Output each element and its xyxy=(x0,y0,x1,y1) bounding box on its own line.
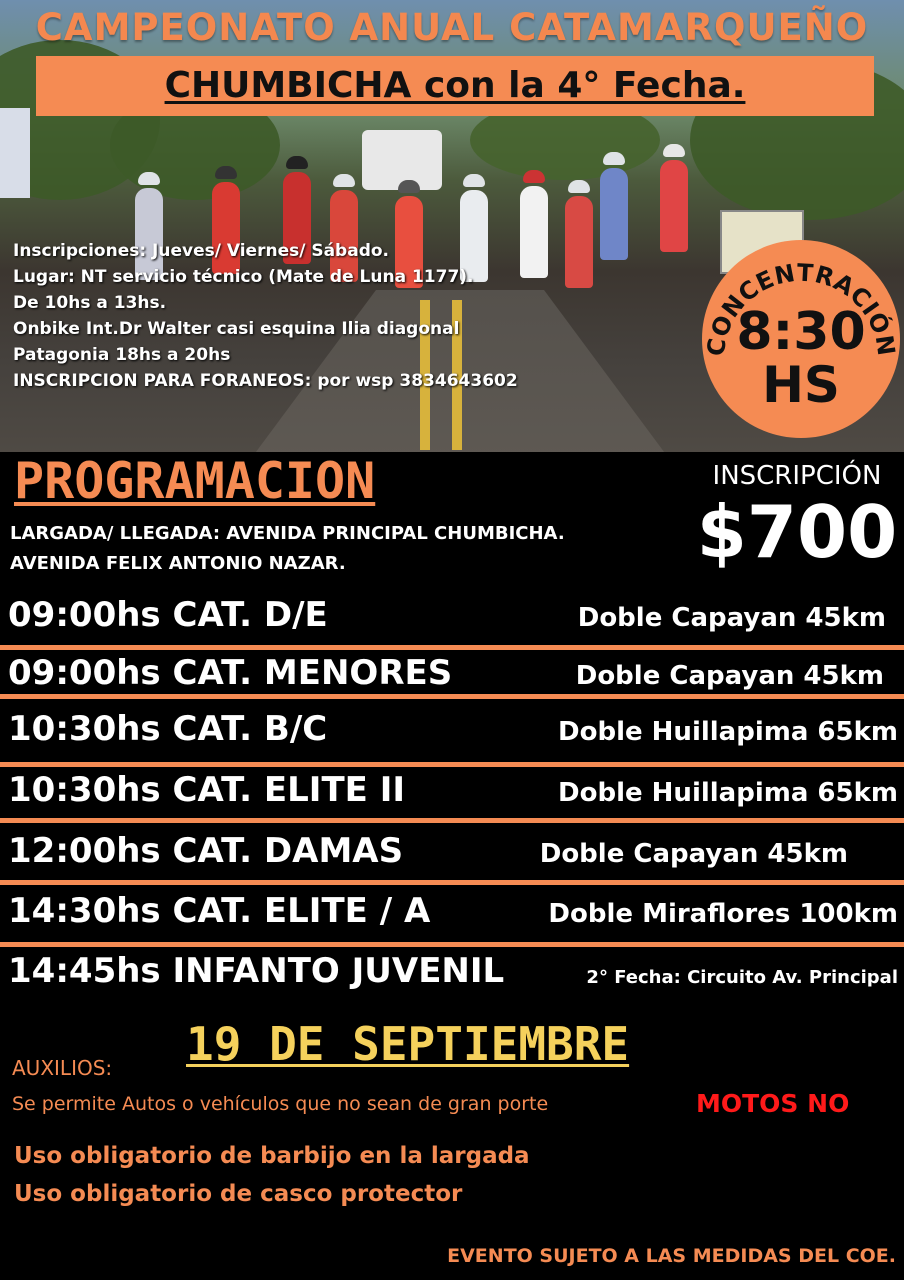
helmet xyxy=(215,166,237,179)
helmet xyxy=(398,180,420,193)
event-subtitle: CHUMBICHA con la 4° Fecha. xyxy=(164,65,746,106)
schedule-category: 09:00hs CAT. MENORES xyxy=(8,653,453,693)
programacion-title: PROGRAMACION xyxy=(14,452,376,510)
schedule-route: Doble Huillapima 65km xyxy=(558,778,898,808)
schedule-category: 14:45hs INFANTO JUVENIL xyxy=(8,951,505,991)
schedule-category: 14:30hs CAT. ELITE / A xyxy=(8,891,431,931)
schedule-row xyxy=(0,590,904,648)
event-title: CAMPEONATO ANUAL CATAMARQUEÑO xyxy=(35,6,869,49)
concentration-time: 8:30 xyxy=(736,302,866,362)
helmet xyxy=(286,156,308,169)
schedule-row xyxy=(0,765,904,823)
helmet xyxy=(523,170,545,183)
helmet xyxy=(603,152,625,165)
concentration-label: CONCENTRACIÓN xyxy=(702,258,900,358)
schedule-row xyxy=(0,886,904,944)
auxilios-label: AUXILIOS: xyxy=(12,1056,113,1080)
cyclist xyxy=(660,160,688,252)
schedule-category: 10:30hs CAT. B/C xyxy=(8,709,328,749)
helmet xyxy=(663,144,685,157)
rule-helmet: Uso obligatorio de casco protector xyxy=(14,1181,463,1207)
info-line: Lugar: NT servicio técnico (Mate de Luna 1177). xyxy=(13,267,474,287)
schedule-route: Doble Capayan 45km xyxy=(577,603,886,633)
event-subtitle-box xyxy=(36,56,874,116)
info-line: Onbike Int.Dr Walter casi esquina Ilia diagonal xyxy=(13,319,460,339)
event-date: 19 DE SEPTIEMBRE xyxy=(186,1017,630,1071)
info-line: De 10hs a 13hs. xyxy=(13,293,167,313)
motos-warning: MOTOS NO xyxy=(696,1089,850,1118)
schedule-row xyxy=(0,946,904,1004)
info-line: INSCRIPCION PARA FORANEOS: por wsp 3834643602 xyxy=(13,371,518,391)
schedule-route: Doble Miraflores 100km xyxy=(548,899,898,929)
inscripcion-label: INSCRIPCIÓN xyxy=(712,461,882,491)
schedule-row xyxy=(0,826,904,884)
schedule-route: Doble Capayan 45km xyxy=(539,839,848,869)
info-line: Patagonia 18hs a 20hs xyxy=(13,345,231,365)
helmet xyxy=(333,174,355,187)
row-divider xyxy=(0,880,904,885)
helmet xyxy=(463,174,485,187)
registration-info xyxy=(13,238,663,394)
auxilios-text: Se permite Autos o vehículos que no sean de gran porte xyxy=(12,1093,549,1115)
schedule-category: 09:00hs CAT. D/E xyxy=(8,595,328,635)
schedule-category: 10:30hs CAT. ELITE II xyxy=(8,770,406,810)
info-line: Inscripciones: Jueves/ Viernes/ Sábado. xyxy=(13,241,390,261)
schedule-route: Doble Capayan 45km xyxy=(575,661,884,691)
helmet xyxy=(568,180,590,193)
concentration-badge xyxy=(702,240,900,438)
coe-disclaimer: EVENTO SUJETO A LAS MEDIDAS DEL COE. xyxy=(447,1245,896,1267)
start-finish-location xyxy=(10,519,565,579)
side-banner xyxy=(0,108,30,198)
schedule-route: 2° Fecha: Circuito Av. Principal xyxy=(586,967,898,988)
rule-mask: Uso obligatorio de barbijo en la largada xyxy=(14,1143,530,1169)
inscripcion-price: $700 xyxy=(696,490,898,574)
row-divider xyxy=(0,818,904,823)
helmet xyxy=(138,172,160,185)
schedule-route: Doble Huillapima 65km xyxy=(558,717,898,747)
location-line: LARGADA/ LLEGADA: AVENIDA PRINCIPAL CHUMBICHA. xyxy=(10,523,565,544)
schedule-category: 12:00hs CAT. DAMAS xyxy=(8,831,404,871)
location-line: AVENIDA FELIX ANTONIO NAZAR. xyxy=(10,553,346,574)
row-divider xyxy=(0,694,904,699)
schedule-row xyxy=(0,704,904,762)
concentration-unit: HS xyxy=(762,356,840,414)
